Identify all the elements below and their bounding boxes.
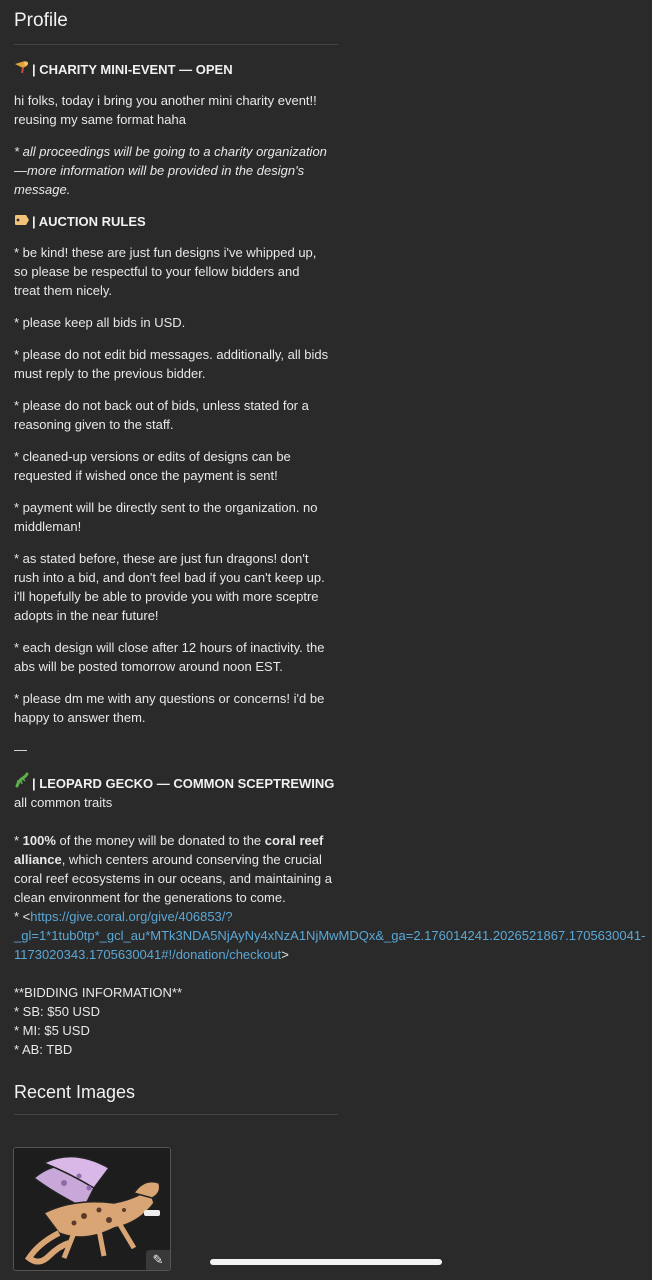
section-divider: — [14, 742, 27, 757]
rule-line: happy to answer them. [14, 710, 146, 725]
org-name: alliance [14, 852, 62, 867]
rule-line: * please do not edit bid messages. additionally, all bids [14, 347, 329, 362]
intro-line: hi folks, today i bring you another mini charity event!! [14, 93, 317, 108]
rule-line: adopts in the near future! [14, 608, 159, 623]
rule-item [14, 689, 338, 727]
donation-link[interactable]: 1173020343.1705630041#!/donation/checkout [14, 947, 282, 962]
rule-line: reasoning given to the staff. [14, 417, 174, 432]
design-heading-text: | LEOPARD GECKO — COMMON SCEPTREWING [32, 776, 335, 791]
rule-line: * please dm me with any questions or concerns! i'd be [14, 691, 325, 706]
event-intro [14, 91, 338, 129]
intro-line: reusing my same format haha [14, 112, 186, 127]
donation-link[interactable]: https://give.coral.org/give/406853/? [30, 909, 233, 924]
rule-line: * please keep all bids in USD. [14, 315, 186, 330]
rule-line: middleman! [14, 519, 82, 534]
bidding-title: **BIDDING INFORMATION** [14, 985, 183, 1000]
rules-heading [14, 212, 338, 231]
lizard-icon [14, 772, 30, 793]
note-line: message. [14, 182, 71, 197]
sceptrewing-dragon-image[interactable] [13, 1147, 171, 1271]
bidding-info [14, 983, 338, 1059]
rule-line: requested if wished once the payment is sent! [14, 468, 278, 483]
event-heading [14, 60, 338, 79]
recent-images-title: Recent Images [14, 1082, 136, 1102]
rule-line: * please do not back out of bids, unless stated for a [14, 398, 309, 413]
rule-line: * each design will close after 12 hours of inactivity. the [14, 640, 325, 655]
label-tag-icon [14, 212, 30, 231]
rule-item [14, 345, 338, 383]
donation-percent: 100% [22, 833, 56, 848]
rules-heading-text: | AUCTION RULES [32, 214, 146, 229]
rule-item [14, 498, 338, 536]
rule-line: so please be respectful to your fellow bidders and [14, 264, 300, 279]
rule-item [14, 638, 338, 676]
recent-divider [14, 1114, 338, 1115]
donation-text: * 100% of the money will be donated to the coral reef alliance, which centers around conserving the crucial coral reef ecosystems in our oceans, and maintaining a clean environment for the generations to come. * <https://give.coral.org/give/406853/? _gl=1*1tub0tp*_gcl_au*MTk3NDA5NjAyNy4xNzA1NjMwMDQx&_ga=2.176014241.2026521867.1705630041- 1173020343.1705630041#!/donation/checkout> [14, 833, 646, 962]
bid-sb: * SB: $50 USD [14, 1004, 100, 1019]
event-heading-text: | CHARITY MINI-EVENT — OPEN [32, 62, 233, 77]
rule-item [14, 447, 338, 485]
rule-line: treat them nicely. [14, 283, 113, 298]
rule-line: * cleaned-up versions or edits of designs can be [14, 449, 291, 464]
title-divider [14, 44, 338, 45]
design-traits: all common traits [14, 795, 113, 810]
rule-line: must reply to the previous bidder. [14, 366, 206, 381]
rule-line: i'll hopefully be able to provide you with more sceptre [14, 589, 319, 604]
bid-mi: * MI: $5 USD [14, 1023, 90, 1038]
page-title: Profile [14, 10, 68, 31]
donation-link[interactable]: _gl=1*1tub0tp*_gcl_au*MTk3NDA5NjAyNy4xNzA1NjMwMDQx&_ga=2.176014241.2026521867.1705630041- [14, 928, 646, 943]
home-indicator[interactable] [210, 1259, 442, 1265]
rule-line: * be kind! these are just fun designs i've whipped up, [14, 245, 317, 260]
event-note [14, 142, 338, 199]
rule-item [14, 243, 338, 300]
note-line: * all proceedings will be going to a charity organization [14, 144, 327, 159]
org-name: coral reef [264, 833, 324, 848]
design-heading [14, 772, 338, 793]
rule-line: * payment will be directly sent to the organization. no [14, 500, 318, 515]
rule-item [14, 313, 338, 332]
rule-item [14, 549, 338, 625]
rule-line: * as stated before, these are just fun dragons! don't [14, 551, 309, 566]
rule-line: abs will be posted tomorrow around noon EST. [14, 659, 283, 674]
horn-icon [14, 60, 30, 79]
note-line: —more information will be provided in the design's [14, 163, 305, 178]
pencil-icon[interactable]: ✎ [146, 1250, 170, 1270]
bid-ab: * AB: TBD [14, 1042, 73, 1057]
rule-item [14, 396, 338, 434]
rule-line: rush into a bid, and don't feel bad if you can't keep up. [14, 570, 325, 585]
